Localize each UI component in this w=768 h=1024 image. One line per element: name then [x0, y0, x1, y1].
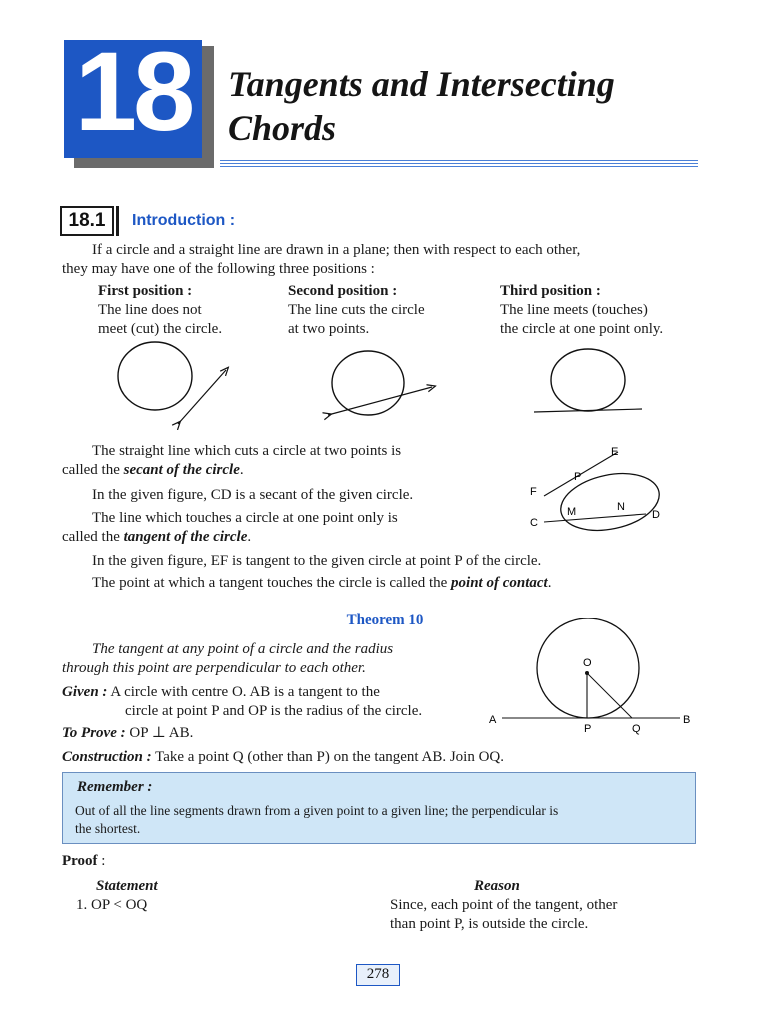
remember-line-2: the shortest. [75, 821, 141, 836]
figure-third-position [528, 345, 648, 425]
proof-label: Proof [62, 853, 98, 869]
circle [118, 342, 192, 410]
position-third [500, 282, 663, 339]
section-title: Introduction : [132, 212, 236, 229]
section-number-bar [116, 206, 119, 236]
label-q: Q [632, 723, 641, 735]
tangent-line-2: called the tangent of the circle. [62, 529, 252, 545]
secant-line [328, 387, 432, 415]
segment-oq [587, 673, 632, 718]
label-e: E [611, 446, 619, 458]
figure-second-position [320, 345, 440, 425]
position-text: meet (cut) the circle. [98, 321, 223, 337]
remember-text [75, 802, 687, 838]
intro-line-1: If a circle and a straight line are drawn in a plane; then with respect to each other, [92, 242, 581, 258]
given-line-1: Given : A circle with centre O. AB is a tangent to the [62, 684, 380, 700]
proof-heading: Proof : [62, 853, 106, 869]
given-line-2: circle at point P and OP is the radius of the circle. [125, 703, 423, 719]
figure-first-position [100, 340, 240, 430]
figure-theorem [484, 618, 704, 738]
tangent-term: tangent of the circle [123, 529, 248, 545]
circle [555, 465, 664, 539]
intro-line-2: they may have one of the following three positions : [62, 261, 375, 277]
secant-line-2: called the secant of the circle. [62, 462, 244, 478]
point-of-contact-definition: The point at which a tangent touches the circle is called the point of contact. [92, 575, 552, 591]
position-first [98, 282, 222, 339]
line [178, 370, 226, 424]
remember-box [62, 772, 696, 844]
circle [551, 349, 625, 411]
label-b: B [683, 714, 691, 726]
position-text: at two points. [288, 321, 370, 337]
title-rule-1 [220, 160, 698, 161]
to-prove: To Prove : OP ⊥ AB. [62, 725, 194, 741]
label-a: A [489, 714, 497, 726]
chapter-title-line2: Chords [228, 108, 337, 148]
label-p: P [584, 723, 592, 735]
label-m: M [567, 506, 577, 518]
chapter-title-line1: Tangents and Intersecting [228, 64, 615, 104]
section-number: 18.1 [60, 206, 114, 236]
given-label: Given : [62, 684, 108, 700]
to-prove-label: To Prove : [62, 725, 126, 741]
circle [332, 351, 404, 415]
chapter-number: 18 [74, 29, 192, 154]
label-n: N [617, 501, 625, 513]
label-p: P [574, 471, 582, 483]
reason-header: Reason [474, 878, 520, 894]
title-rule-2 [220, 163, 698, 164]
label-c: C [530, 517, 538, 529]
figure-secant-tangent [520, 440, 690, 540]
page-number: 278 [356, 964, 400, 986]
tangent-line-1: The line which touches a circle at one point only is [92, 510, 398, 526]
label-f: F [530, 486, 537, 498]
theorem-title: Theorem 10 [346, 612, 424, 628]
remember-line-1: Out of all the line segments drawn from a given point to a given line; the perpendicular is [75, 803, 559, 818]
contact-term: point of contact [451, 575, 548, 591]
label-d: D [652, 509, 660, 521]
chapter-title [228, 62, 708, 150]
construction: Construction : Take a point Q (other than P) on the tangent AB. Join OQ. [62, 749, 504, 765]
title-rule-3 [220, 166, 698, 167]
secant-line-1: The straight line which cuts a circle at two points is [92, 443, 402, 459]
label-o: O [583, 657, 592, 669]
position-heading: First position : [98, 283, 193, 299]
secant-figure-note: In the given figure, CD is a secant of the given circle. [92, 487, 414, 503]
proof-step-reason: Since, each point of the tangent, other than point P, is outside the circle. [390, 897, 618, 932]
position-heading: Third position : [500, 283, 601, 299]
position-heading: Second position : [288, 283, 398, 299]
theorem-statement-2: through this point are perpendicular to each other. [62, 660, 366, 676]
centre-o [585, 671, 589, 675]
proof-step-statement: 1. OP < OQ [76, 897, 148, 913]
position-second [288, 282, 425, 339]
position-text: The line meets (touches) [500, 302, 648, 318]
secant-term: secant of the circle [123, 462, 240, 478]
position-text: the circle at one point only. [500, 321, 664, 337]
theorem-statement-1: The tangent at any point of a circle and the radius [92, 641, 394, 657]
position-text: The line cuts the circle [288, 302, 425, 318]
statement-header: Statement [96, 878, 158, 894]
construction-label: Construction : [62, 749, 152, 765]
position-text: The line does not [98, 302, 202, 318]
secant-cd [544, 514, 646, 522]
remember-title: Remember : [77, 779, 153, 795]
tangent-figure-note: In the given figure, EF is tangent to the given circle at point P of the circle. [92, 553, 542, 569]
